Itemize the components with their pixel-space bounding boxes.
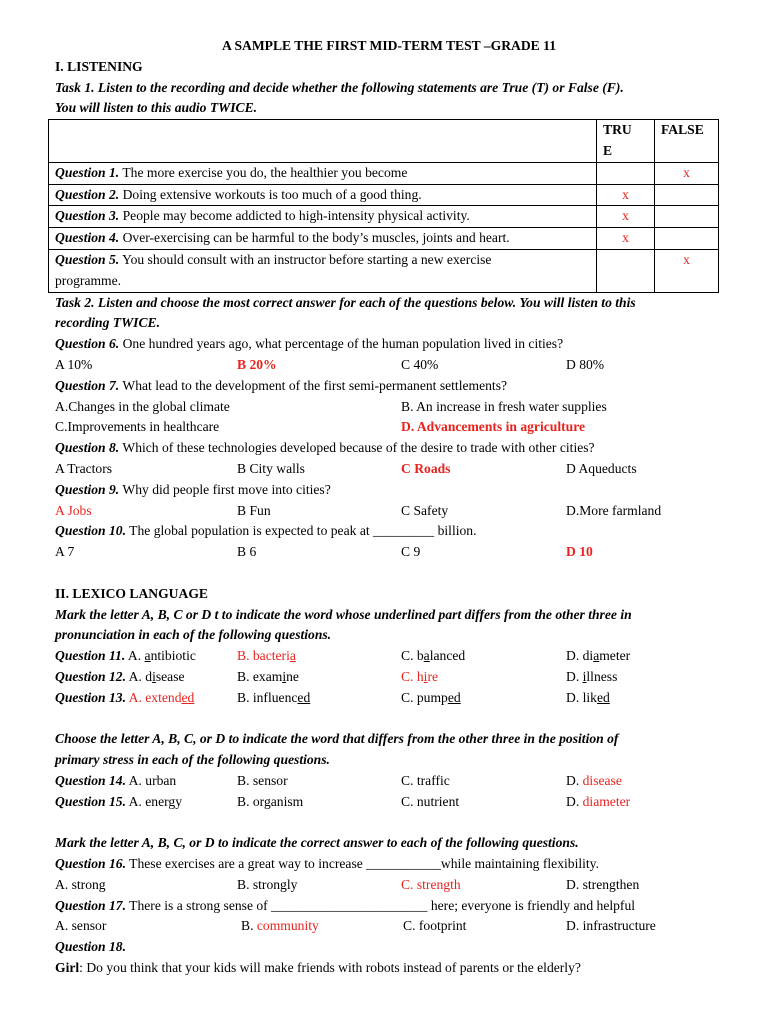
table-row: Question 2. Doing extensive workouts is too much of a good thing. x bbox=[49, 184, 719, 206]
task2-instruction-line2: recording TWICE. bbox=[55, 315, 160, 331]
option-d: D. illness bbox=[566, 668, 618, 684]
table-row: Question 5. You should consult with an instructor before starting a new exercise programme. x bbox=[49, 249, 719, 292]
question-9: Question 9. Why did people first move into cities? bbox=[55, 481, 331, 497]
table-header-row bbox=[49, 120, 719, 163]
task2-instruction-line1: Task 2. Listen and choose the most correct answer for each of the questions below. You will listen to this bbox=[55, 294, 636, 310]
header-statement-cell bbox=[49, 120, 597, 163]
option-b: B. examine bbox=[237, 668, 299, 684]
option-c: C. pumped bbox=[401, 689, 461, 705]
option-d: D 80% bbox=[566, 356, 605, 372]
multiple-choice-instruction: Mark the letter A, B, C, or D to indicate the correct answer to each of the following questions. bbox=[55, 835, 579, 851]
question-6: Question 6. One hundred years ago, what percentage of the human population lived in cities? bbox=[55, 336, 564, 352]
option-c: C. balanced bbox=[401, 648, 466, 664]
option-d: D. infrastructure bbox=[566, 918, 656, 934]
option-d: D. liked bbox=[566, 689, 610, 705]
option-a: A. strong bbox=[55, 876, 106, 892]
option-c: C Roads bbox=[401, 460, 451, 476]
question-10-options bbox=[55, 542, 723, 563]
task1-instruction-line2: You will listen to this audio TWICE. bbox=[55, 100, 258, 116]
option-c: C. footprint bbox=[403, 918, 467, 934]
option-a: A.Changes in the global climate bbox=[55, 398, 230, 414]
pronunciation-instruction-line1: Mark the letter A, B, C or D t to indicate the word whose underlined part differs from the other three in bbox=[55, 606, 632, 622]
option-b: B. organism bbox=[237, 793, 304, 809]
option-b: B. strongly bbox=[237, 876, 298, 892]
question-16: Question 16. These exercises are a great way to increase ___________while maintaining flexibility. bbox=[55, 856, 599, 872]
option-d: D. disease bbox=[566, 772, 622, 788]
table-row: Question 3. People may become addicted to high-intensity physical activity. x bbox=[49, 206, 719, 228]
question-18: Question 18. bbox=[55, 939, 127, 955]
true-false-table bbox=[48, 119, 719, 292]
option-d: D 10 bbox=[566, 544, 593, 560]
option-a: A 7 bbox=[55, 544, 75, 560]
header-true-cell: TRU E bbox=[597, 120, 655, 163]
stress-instruction-line1: Choose the letter A, B, C, or D to indicate the word that differs from the other three in the position of bbox=[55, 731, 619, 747]
true-mark bbox=[597, 162, 655, 184]
question-7-options-cd bbox=[55, 417, 723, 438]
question-8: Question 8. Which of these technologies developed because of the desire to trade with other cities? bbox=[55, 440, 595, 456]
option-c: C. traffic bbox=[401, 772, 450, 788]
true-mark: x bbox=[597, 184, 655, 206]
option-c: C.Improvements in healthcare bbox=[55, 419, 220, 435]
question-12: Question 12. A. disease B. examine C. hire D. illness bbox=[55, 667, 723, 688]
option-d: D.More farmland bbox=[566, 502, 662, 518]
option-b: B City walls bbox=[237, 460, 305, 476]
pronunciation-instruction-line2: pronunciation in each of the following questions. bbox=[55, 627, 332, 643]
option-b: B Fun bbox=[237, 502, 271, 518]
false-mark: x bbox=[655, 249, 719, 292]
option-c: C 40% bbox=[401, 356, 439, 372]
question-14: Question 14. A. urban B. sensor C. traffic D. disease bbox=[55, 771, 723, 792]
option-b: B. community bbox=[241, 918, 319, 934]
option-a: A Jobs bbox=[55, 502, 92, 518]
question-9-options bbox=[55, 501, 723, 522]
option-c: C Safety bbox=[401, 502, 449, 518]
question-7: Question 7. What lead to the development of the first semi-permanent settlements? bbox=[55, 377, 508, 393]
document-title: A SAMPLE THE FIRST MID-TERM TEST –GRADE 11 bbox=[221, 38, 556, 53]
option-d: D. Advancements in agriculture bbox=[401, 419, 586, 435]
false-mark bbox=[655, 184, 719, 206]
option-d: D. strengthen bbox=[566, 876, 640, 892]
test-document bbox=[55, 36, 723, 979]
task1-instruction-line1: Task 1. Listen to the recording and decide whether the following statements are True (T) or False (F). bbox=[55, 79, 624, 95]
stress-instruction-line2: primary stress in each of the following questions. bbox=[55, 752, 330, 768]
section-lexico-heading: II. LEXICO LANGUAGE bbox=[55, 585, 208, 601]
option-d: D. diameter bbox=[566, 648, 631, 664]
false-mark bbox=[655, 206, 719, 228]
true-mark: x bbox=[597, 206, 655, 228]
table-row: Question 1. The more exercise you do, the healthier you become x bbox=[49, 162, 719, 184]
question-17: Question 17. There is a strong sense of _______________________ here; everyone is friendly and helpful bbox=[55, 897, 636, 913]
question-6-options bbox=[55, 355, 723, 376]
dialogue-girl: Girl: Do you think that your kids will make friends with robots instead of parents or the elderly? bbox=[55, 960, 581, 976]
false-mark bbox=[655, 228, 719, 250]
question-16-options bbox=[55, 875, 723, 896]
question-8-options bbox=[55, 459, 723, 480]
option-a: A. sensor bbox=[55, 918, 107, 934]
header-false-cell: FALSE bbox=[655, 120, 719, 163]
false-mark: x bbox=[655, 162, 719, 184]
option-c: C. hire bbox=[401, 668, 439, 684]
question-17-options bbox=[55, 916, 723, 937]
question-11: Question 11. A. antibiotic B. bacteria C. balanced D. diameter bbox=[55, 646, 723, 667]
true-mark bbox=[597, 249, 655, 292]
option-b: B 6 bbox=[237, 544, 257, 560]
option-c: C 9 bbox=[401, 544, 421, 560]
question-10: Question 10. The global population is expected to peak at _________ billion. bbox=[55, 523, 477, 539]
option-c: C. nutrient bbox=[401, 793, 460, 809]
option-c: C. strength bbox=[401, 876, 461, 892]
option-b: B. sensor bbox=[237, 772, 288, 788]
option-d: D. diameter bbox=[566, 793, 631, 809]
true-mark: x bbox=[597, 228, 655, 250]
option-b: B. An increase in fresh water supplies bbox=[401, 398, 607, 414]
option-b: B. influenced bbox=[237, 689, 311, 705]
option-d: D Aqueducts bbox=[566, 460, 637, 476]
option-b: B. bacteria bbox=[237, 648, 296, 664]
question-7-options-ab bbox=[55, 397, 723, 418]
option-a: A Tractors bbox=[55, 460, 113, 476]
question-13: Question 13. A. extended B. influenced C. pumped D. liked bbox=[55, 688, 723, 709]
table-row: Question 4. Over-exercising can be harmful to the body’s muscles, joints and heart. x bbox=[49, 228, 719, 250]
section-listening-heading: I. LISTENING bbox=[55, 58, 143, 74]
question-15: Question 15. A. energy B. organism C. nutrient D. diameter bbox=[55, 792, 723, 813]
option-a: A 10% bbox=[55, 356, 93, 372]
option-b: B 20% bbox=[237, 356, 277, 372]
